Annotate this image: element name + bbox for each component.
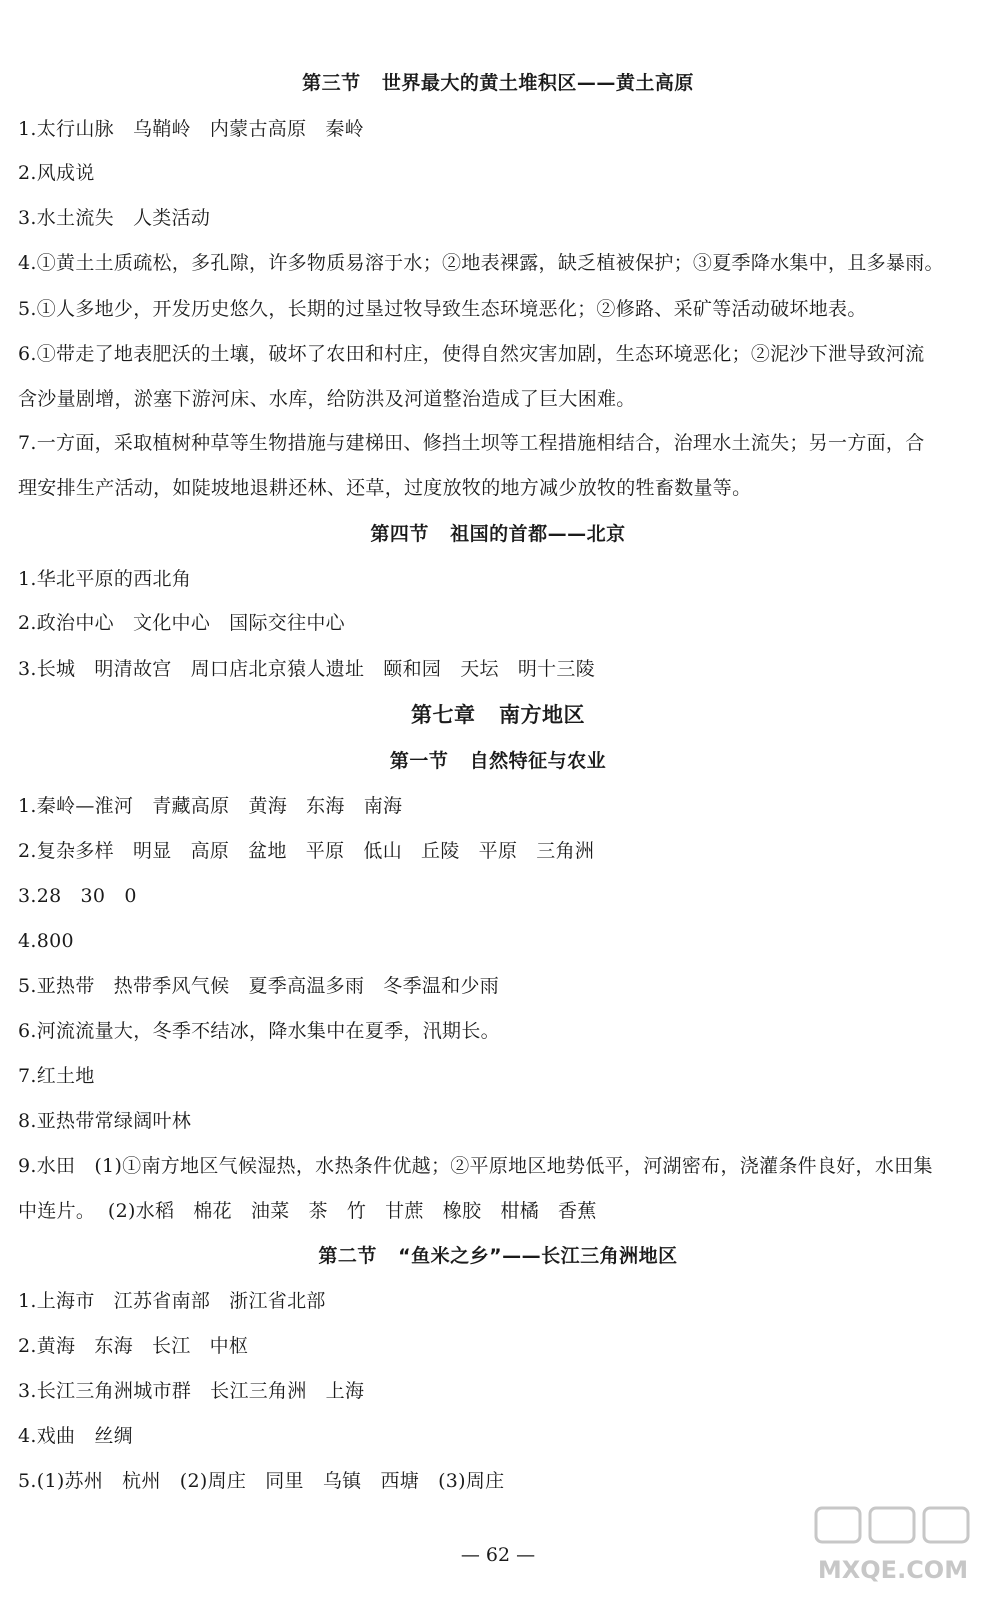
chapter-7-section-2-title: 第二节 “鱼米之乡”——长江三角洲地区 bbox=[318, 1245, 678, 1267]
chapter-7-title: 第七章 南方地区 bbox=[411, 703, 585, 727]
answer-line: 9.水田 (1)①南方地区气候湿热，水热条件优越；②平原地区地势低平，河湖密布，浇灌条件良好，水田集 bbox=[18, 1155, 933, 1177]
answer-line: 5.①人多地少，开发历史悠久，长期的过垦过牧导致生态环境恶化；②修路、采矿等活动破坏地表。 bbox=[18, 298, 867, 320]
answer-line: 3.长城 明清故宫 周口店北京猿人遗址 颐和园 天坛 明十三陵 bbox=[18, 658, 596, 680]
answer-line: 2.复杂多样 明显 高原 盆地 平原 低山 丘陵 平原 三角洲 bbox=[18, 840, 595, 862]
answer-line: 8.亚热带常绿阔叶林 bbox=[18, 1110, 192, 1132]
page-number: — 62 — bbox=[460, 1544, 536, 1566]
chapter-7-section-1-title: 第一节 自然特征与农业 bbox=[389, 750, 607, 772]
answer-line: 1.上海市 江苏省南部 浙江省北部 bbox=[18, 1290, 326, 1312]
answer-line: 4.戏曲 丝绸 bbox=[18, 1425, 133, 1447]
answer-line: 5.亚热带 热带季风气候 夏季高温多雨 冬季温和少雨 bbox=[18, 975, 500, 997]
answer-line: 4.①黄土土质疏松，多孔隙，许多物质易溶于水；②地表裸露，缺乏植被保护；③夏季降水集中，且多暴雨。 bbox=[18, 252, 944, 274]
answer-line: 5.(1)苏州 杭州 (2)周庄 同里 乌镇 西塘 (3)周庄 bbox=[18, 1470, 505, 1492]
answer-line: 3.长江三角洲城市群 长江三角洲 上海 bbox=[18, 1380, 365, 1402]
answer-line: 3.28 30 0 bbox=[18, 885, 137, 907]
answer-line: 7.红土地 bbox=[18, 1065, 95, 1087]
answer-line: 2.风成说 bbox=[18, 162, 95, 184]
answer-line: 4.800 bbox=[18, 930, 74, 952]
watermark-logo bbox=[808, 1500, 978, 1590]
answer-line: 理安排生产活动，如陡坡地退耕还林、还草，过度放牧的地方减少放牧的牲畜数量等。 bbox=[18, 477, 752, 499]
answer-line: 7.一方面，采取植树种草等生物措施与建梯田、修挡土坝等工程措施相结合，治理水土流失；另一方面，合 bbox=[18, 432, 925, 454]
answer-line: 6.河流流量大，冬季不结冰，降水集中在夏季，汛期长。 bbox=[18, 1020, 500, 1042]
answer-line: 2.黄海 东海 长江 中枢 bbox=[18, 1335, 249, 1357]
answer-line: 1.太行山脉 乌鞘岭 内蒙古高原 秦岭 bbox=[18, 118, 364, 140]
section-3-title: 第三节 世界最大的黄土堆积区——黄土高原 bbox=[302, 72, 694, 94]
answer-line: 中连片。 (2)水稻 棉花 油菜 茶 竹 甘蔗 橡胶 柑橘 香蕉 bbox=[18, 1200, 597, 1222]
answer-line: 2.政治中心 文化中心 国际交往中心 bbox=[18, 612, 345, 634]
watermark-text: MXQE.COM bbox=[817, 1556, 969, 1584]
answer-line: 1.秦岭—淮河 青藏高原 黄海 东海 南海 bbox=[18, 795, 403, 817]
answer-line: 1.华北平原的西北角 bbox=[18, 568, 192, 590]
answer-line: 3.水土流失 人类活动 bbox=[18, 207, 211, 229]
watermark-logo-icon bbox=[808, 1500, 978, 1590]
answer-line: 含沙量剧增，淤塞下游河床、水库，给防洪及河道整治造成了巨大困难。 bbox=[18, 388, 636, 410]
section-4-title: 第四节 祖国的首都——北京 bbox=[370, 523, 626, 545]
answer-line: 6.①带走了地表肥沃的土壤，破坏了农田和村庄，使得自然灾害加剧，生态环境恶化；②泥沙下泄导致河流 bbox=[18, 343, 925, 365]
